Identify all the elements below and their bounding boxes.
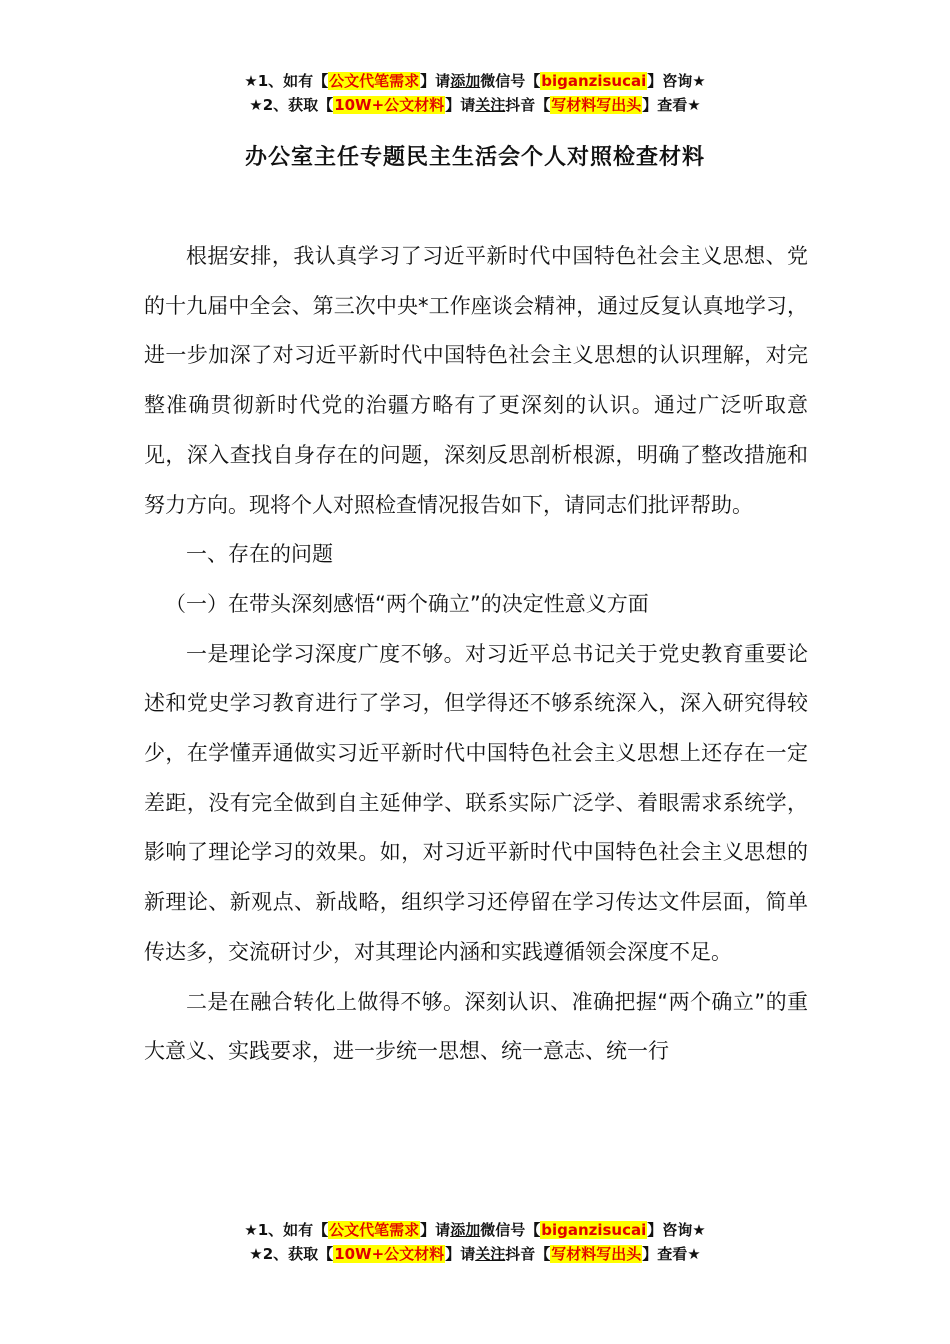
banner-line-1: ★1、如有【公文代笔需求】请添加微信号【biganzisucai】咨询★ (244, 72, 706, 90)
banner-line-1: ★1、如有【公文代笔需求】请添加微信号【biganzisucai】咨询★ (244, 1221, 706, 1239)
banner-highlight: 写材料写出头 (551, 96, 642, 114)
footer-banner (0, 1218, 950, 1266)
header-banner (0, 69, 950, 117)
subsection-heading: （一）在带头深刻感悟“两个确立”的决定性意义方面 (165, 591, 649, 616)
banner-highlight: 写材料写出头 (551, 1245, 642, 1263)
banner-highlight: 10W+公文材料 (334, 1245, 445, 1263)
paragraph: 二是在融合转化上做得不够。深刻认识、准确把握“两个确立”的重大意义、实践要求，进一步统一思想、统一意志、统一行 (144, 989, 808, 1064)
paragraph: 根据安排，我认真学习了习近平新时代中国特色社会主义思想、党的十九届中全会、第三次中央*工作座谈会精神，通过反复认真地学习，进一步加深了对习近平新时代中国特色社会主义思想的认识理解，对完整准确贯彻新时代党的治疆方略有了更深刻的认识。通过广泛听取意见，深入查找自身存在的问题，深刻反思剖析根源，明确了整改措施和努力方向。现将个人对照检查情况报告如下，请同志们批评帮助。 (144, 244, 808, 517)
banner-highlight: 公文代笔需求 (329, 72, 420, 90)
banner-line-2: ★2、获取【10W+公文材料】请关注抖音【写材料写出头】查看★ (249, 96, 701, 114)
document-title: 办公室主任专题民主生活会个人对照检查材料 (244, 145, 705, 170)
banner-highlight: 公文代笔需求 (329, 1221, 420, 1239)
banner-highlight: biganzisucai (541, 1221, 647, 1239)
banner-highlight: biganzisucai (541, 72, 647, 90)
banner-line-2: ★2、获取【10W+公文材料】请关注抖音【写材料写出头】查看★ (249, 1245, 701, 1263)
section-heading: 一、存在的问题 (186, 542, 333, 567)
banner-highlight: 10W+公文材料 (334, 96, 445, 114)
document-body (144, 232, 808, 1077)
paragraph: 一是理论学习深度广度不够。对习近平总书记关于党史教育重要论述和党史学习教育进行了学习，但学得还不够系统深入，深入研究得较少，在学懂弄通做实习近平新时代中国特色社会主义思想上还存在一定差距，没有完全做到自主延伸学、联系实际广泛学、着眼需求系统学，影响了理论学习的效果。如，对习近平新时代中国特色社会主义思想的新理论、新观点、新战略，组织学习还停留在学习传达文件层面，简单传达多，交流研讨少，对其理论内涵和实践遵循领会深度不足。 (144, 641, 808, 964)
